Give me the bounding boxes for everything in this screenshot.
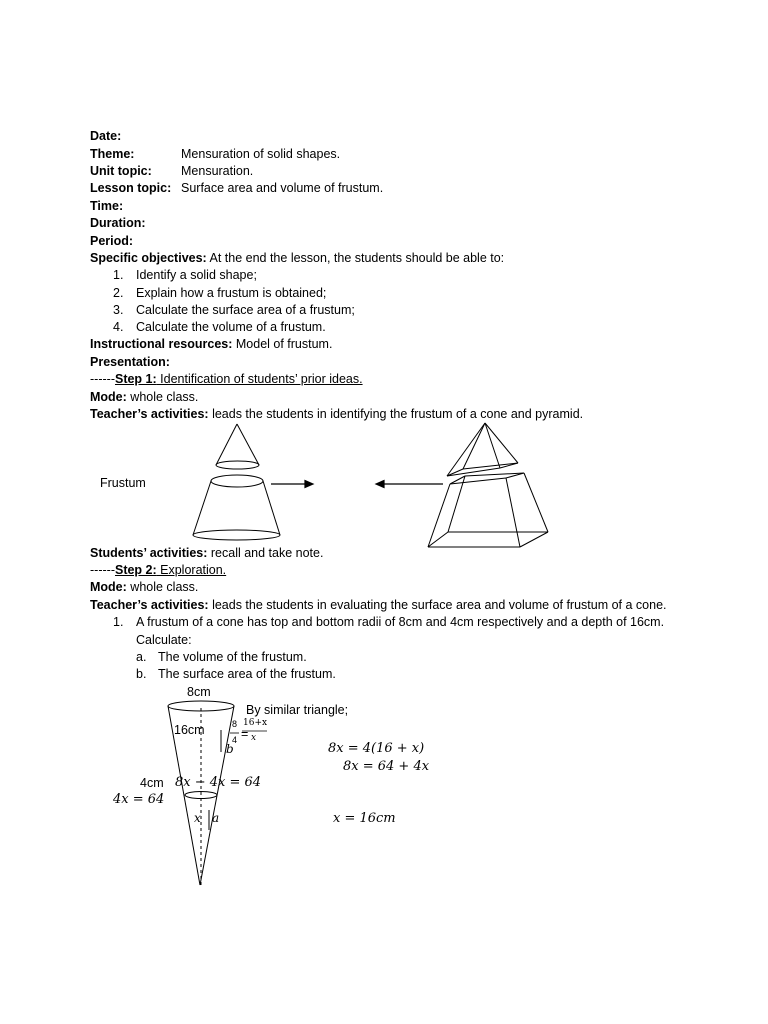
objective-number: 3. — [113, 303, 124, 317]
step2-title: Exploration. — [156, 563, 227, 577]
step2-label: Step 2: — [114, 563, 157, 577]
period-label: Period: — [90, 234, 134, 248]
step1-title: Identification of students’ prior ideas. — [156, 372, 363, 386]
resources-value: Model of frustum. — [232, 337, 333, 351]
equation-5: x = 16cm — [333, 811, 396, 826]
objective-number: 2. — [113, 286, 124, 300]
duration-label: Duration: — [90, 216, 146, 230]
step1-teacher-label: Teacher’s activities: — [90, 407, 209, 421]
part-text: The surface area of the frustum. — [158, 667, 336, 681]
equation-1: 8x = 4(16 + x) — [328, 741, 425, 756]
resources-label: Instructional resources: — [90, 337, 233, 351]
objective-number: 1. — [113, 268, 124, 282]
step2-dashes: ------ — [90, 563, 115, 577]
equation-2: 8x = 64 + 4x — [343, 759, 430, 774]
theme-label: Theme: — [90, 147, 135, 161]
depth-label: 16cm — [174, 723, 205, 737]
step1-teacher-value: leads the students in identifying the frustum of a cone and pyramid. — [208, 407, 584, 421]
equation-3: 8x − 4x = 64 — [175, 775, 262, 790]
equals-sign: = — [241, 727, 249, 741]
fraction-left-denominator: 4 — [232, 735, 238, 745]
objective-number: 4. — [113, 320, 124, 334]
objective-item: Calculate the volume of a frustum. — [136, 320, 326, 334]
objective-item: Calculate the surface area of a frustum; — [136, 303, 355, 317]
presentation-label: Presentation: — [90, 355, 170, 369]
step1-students-label: Students’ activities: — [90, 546, 208, 560]
frustum-label: Frustum — [100, 476, 146, 490]
step2-mode-label: Mode: — [90, 580, 127, 594]
step2-mode-value: whole class. — [126, 580, 199, 594]
date-label: Date: — [90, 129, 122, 143]
step2-teacher-value: leads the students in evaluating the surface area and volume of frustum of a cone. — [208, 598, 667, 612]
lesson-topic-value: Surface area and volume of frustum. — [181, 181, 384, 195]
step1-mode-label: Mode: — [90, 390, 127, 404]
objectives-label: Specific objectives: — [90, 251, 207, 265]
bottom-radius-label: 4cm — [140, 776, 164, 790]
step1-students-value: recall and take note. — [207, 546, 324, 560]
label-x: x — [194, 811, 201, 825]
label-a: a — [212, 811, 220, 825]
similar-triangle-text: By similar triangle; — [246, 703, 349, 717]
part-letter: a. — [136, 650, 147, 664]
part-text: The volume of the frustum. — [158, 650, 307, 664]
equation-4: 4x = 64 — [113, 792, 165, 807]
step1-dashes: ------ — [90, 372, 115, 386]
objective-item: Explain how a frustum is obtained; — [136, 286, 327, 300]
fraction-left-numerator: 8 — [232, 719, 238, 729]
step2-teacher-label: Teacher’s activities: — [90, 598, 209, 612]
label-b: b — [226, 742, 234, 756]
step1-label: Step 1: — [114, 372, 157, 386]
unit-topic-value: Mensuration. — [181, 164, 254, 178]
fraction-right-numerator: 16+x — [243, 718, 268, 728]
question-text: A frustum of a cone has top and bottom radii of 8cm and 4cm respectively and a depth of 16cm. — [136, 615, 665, 629]
step1-mode-value: whole class. — [126, 390, 199, 404]
top-radius-label: 8cm — [187, 685, 211, 699]
calculate-label: Calculate: — [136, 633, 192, 647]
theme-value: Mensuration of solid shapes. — [181, 147, 341, 161]
unit-topic-label: Unit topic: — [90, 164, 152, 178]
objectives-intro: At the end the lesson, the students should be able to: — [206, 251, 505, 265]
time-label: Time: — [90, 199, 124, 213]
objective-item: Identify a solid shape; — [136, 268, 257, 282]
lesson-topic-label: Lesson topic: — [90, 181, 172, 195]
fraction-right-denominator: x — [251, 733, 257, 743]
part-letter: b. — [136, 667, 147, 681]
question-number: 1. — [113, 615, 124, 629]
